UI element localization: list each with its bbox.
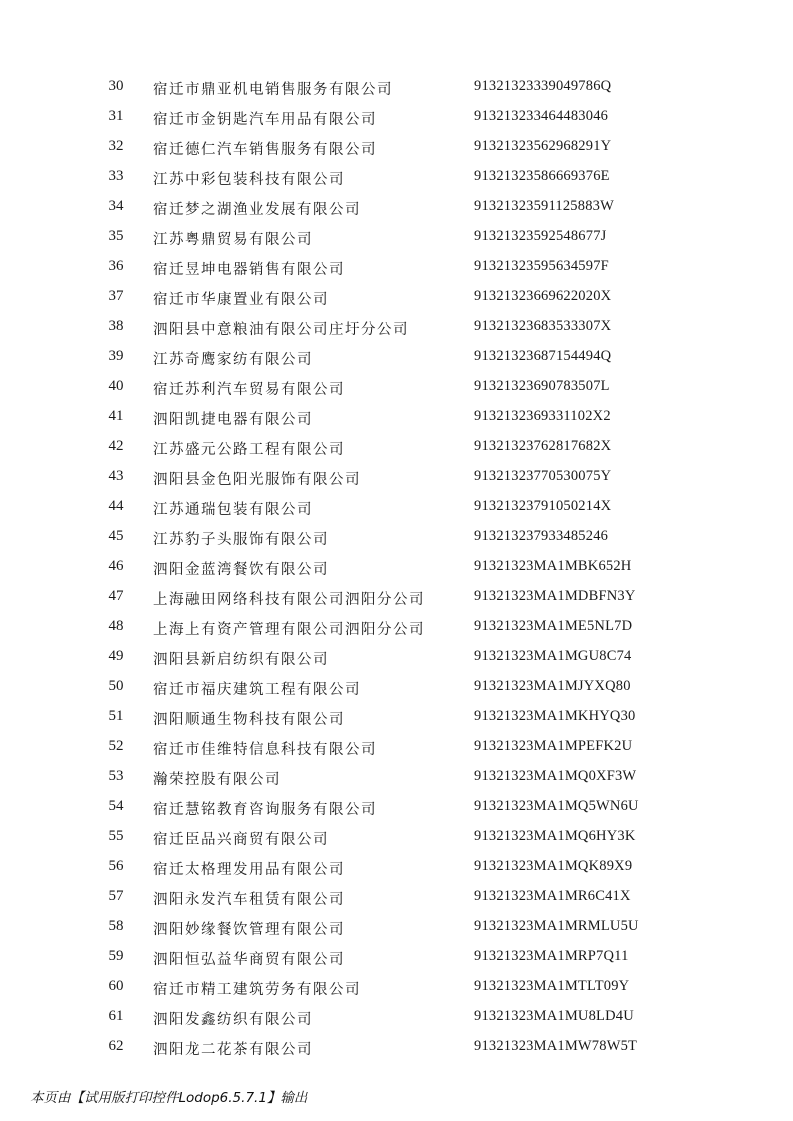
company-name: 泗阳县中意粮油有限公司庄圩分公司 bbox=[153, 322, 409, 338]
table-row bbox=[0, 674, 793, 704]
company-name: 泗阳县金色阳光服饰有限公司 bbox=[153, 472, 361, 488]
company-name: 泗阳顺通生物科技有限公司 bbox=[153, 712, 345, 728]
row-number: 41 bbox=[108, 408, 124, 424]
row-number: 32 bbox=[108, 138, 124, 154]
row-number: 34 bbox=[108, 198, 124, 214]
table-row bbox=[0, 884, 793, 914]
row-number: 62 bbox=[108, 1038, 124, 1054]
company-name: 泗阳永发汽车租赁有限公司 bbox=[153, 892, 345, 908]
company-name: 宿迁市佳维特信息科技有限公司 bbox=[153, 742, 377, 758]
credit-code: 9132132369331102X2 bbox=[474, 408, 611, 424]
company-name: 宿迁昱坤电器销售有限公司 bbox=[153, 262, 345, 278]
row-number: 47 bbox=[108, 588, 124, 604]
credit-code: 91321323762817682X bbox=[474, 438, 612, 454]
row-number: 38 bbox=[108, 318, 124, 334]
credit-code: 91321323MA1MGU8C74 bbox=[474, 648, 632, 664]
table-row bbox=[0, 824, 793, 854]
company-name: 宿迁臣品兴商贸有限公司 bbox=[153, 832, 329, 848]
table-row bbox=[0, 734, 793, 764]
table-row bbox=[0, 224, 793, 254]
row-number: 45 bbox=[108, 528, 124, 544]
credit-code: 91321323339049786Q bbox=[474, 78, 612, 94]
company-name: 泗阳龙二花茶有限公司 bbox=[153, 1042, 313, 1058]
credit-code: 91321323595634597F bbox=[474, 258, 609, 274]
row-number: 30 bbox=[108, 78, 124, 94]
table-row bbox=[0, 914, 793, 944]
row-number: 55 bbox=[108, 828, 124, 844]
table-row bbox=[0, 794, 793, 824]
row-number: 36 bbox=[108, 258, 124, 274]
credit-code: 91321323MA1MPEFK2U bbox=[474, 738, 633, 754]
table-row bbox=[0, 74, 793, 104]
credit-code: 91321323562968291Y bbox=[474, 138, 612, 154]
row-number: 42 bbox=[108, 438, 124, 454]
credit-code: 91321323591125883W bbox=[474, 198, 614, 214]
row-number: 50 bbox=[108, 678, 124, 694]
company-name: 泗阳恒弘益华商贸有限公司 bbox=[153, 952, 345, 968]
credit-code: 91321323592548677J bbox=[474, 228, 607, 244]
row-number: 60 bbox=[108, 978, 124, 994]
row-number: 58 bbox=[108, 918, 124, 934]
credit-code: 91321323687154494Q bbox=[474, 348, 612, 364]
company-name: 泗阳县新启纺织有限公司 bbox=[153, 652, 329, 668]
table-row bbox=[0, 254, 793, 284]
company-name: 江苏豹子头服饰有限公司 bbox=[153, 532, 329, 548]
table-row bbox=[0, 704, 793, 734]
company-name: 宿迁太格理发用品有限公司 bbox=[153, 862, 345, 878]
row-number: 43 bbox=[108, 468, 124, 484]
row-number: 48 bbox=[108, 618, 124, 634]
row-number: 54 bbox=[108, 798, 124, 814]
table-row bbox=[0, 134, 793, 164]
table-row bbox=[0, 194, 793, 224]
credit-code: 91321323669622020X bbox=[474, 288, 612, 304]
credit-code: 91321323MA1ME5NL7D bbox=[474, 618, 633, 634]
company-name: 泗阳金蓝湾餐饮有限公司 bbox=[153, 562, 329, 578]
table-row bbox=[0, 974, 793, 1004]
row-number: 59 bbox=[108, 948, 124, 964]
company-name: 泗阳凯捷电器有限公司 bbox=[153, 412, 313, 428]
company-name: 江苏奇鹰家纺有限公司 bbox=[153, 352, 313, 368]
credit-code: 91321323MA1MQK89X9 bbox=[474, 858, 633, 874]
table-row bbox=[0, 554, 793, 584]
row-number: 40 bbox=[108, 378, 124, 394]
row-number: 52 bbox=[108, 738, 124, 754]
company-name: 江苏通瑞包装有限公司 bbox=[153, 502, 313, 518]
credit-code: 91321323MA1MW78W5T bbox=[474, 1038, 638, 1054]
credit-code: 91321323586669376E bbox=[474, 168, 610, 184]
row-number: 37 bbox=[108, 288, 124, 304]
credit-code: 91321323MA1MR6C41X bbox=[474, 888, 631, 904]
row-number: 49 bbox=[108, 648, 124, 664]
credit-code: 91321323MA1MJYXQ80 bbox=[474, 678, 631, 694]
table-row bbox=[0, 374, 793, 404]
company-name: 泗阳发鑫纺织有限公司 bbox=[153, 1012, 313, 1028]
row-number: 57 bbox=[108, 888, 124, 904]
table-row bbox=[0, 164, 793, 194]
credit-code: 913213233464483046 bbox=[474, 108, 609, 124]
company-name: 宿迁市精工建筑劳务有限公司 bbox=[153, 982, 361, 998]
credit-code: 91321323MA1MTLT09Y bbox=[474, 978, 630, 994]
company-name: 宿迁苏利汽车贸易有限公司 bbox=[153, 382, 345, 398]
table-row bbox=[0, 494, 793, 524]
row-number: 56 bbox=[108, 858, 124, 874]
print-footer: 本页由【试用版打印控件Lodop6.5.7.1】输出 bbox=[30, 1090, 308, 1106]
row-number: 39 bbox=[108, 348, 124, 364]
company-name: 上海融田网络科技有限公司泗阳分公司 bbox=[153, 592, 425, 608]
credit-code: 91321323690783507L bbox=[474, 378, 610, 394]
table-row bbox=[0, 344, 793, 374]
row-number: 61 bbox=[108, 1008, 124, 1024]
credit-code: 91321323MA1MKHYQ30 bbox=[474, 708, 636, 724]
company-name: 宿迁市华康置业有限公司 bbox=[153, 292, 329, 308]
row-number: 46 bbox=[108, 558, 124, 574]
table-row bbox=[0, 584, 793, 614]
table-row bbox=[0, 1034, 793, 1064]
table-row bbox=[0, 284, 793, 314]
company-name: 江苏盛元公路工程有限公司 bbox=[153, 442, 345, 458]
credit-code: 91321323770530075Y bbox=[474, 468, 612, 484]
company-list bbox=[0, 74, 793, 1064]
table-row bbox=[0, 1004, 793, 1034]
company-name: 江苏粤鼎贸易有限公司 bbox=[153, 232, 313, 248]
credit-code: 91321323MA1MRMLU5U bbox=[474, 918, 639, 934]
table-row bbox=[0, 104, 793, 134]
table-row bbox=[0, 464, 793, 494]
row-number: 44 bbox=[108, 498, 124, 514]
row-number: 31 bbox=[108, 108, 124, 124]
table-row bbox=[0, 404, 793, 434]
credit-code: 913213237933485246 bbox=[474, 528, 609, 544]
company-name: 宿迁市金钥匙汽车用品有限公司 bbox=[153, 112, 377, 128]
credit-code: 91321323MA1MQ5WN6U bbox=[474, 798, 639, 814]
credit-code: 91321323791050214X bbox=[474, 498, 612, 514]
table-row bbox=[0, 944, 793, 974]
table-row bbox=[0, 434, 793, 464]
row-number: 51 bbox=[108, 708, 124, 724]
company-name: 瀚荣控股有限公司 bbox=[153, 772, 281, 788]
credit-code: 91321323MA1MRP7Q11 bbox=[474, 948, 629, 964]
row-number: 33 bbox=[108, 168, 124, 184]
company-name: 宿迁德仁汽车销售服务有限公司 bbox=[153, 142, 377, 158]
credit-code: 91321323MA1MQ6HY3K bbox=[474, 828, 636, 844]
credit-code: 91321323MA1MBK652H bbox=[474, 558, 632, 574]
credit-code: 91321323MA1MDBFN3Y bbox=[474, 588, 636, 604]
company-name: 江苏中彩包装科技有限公司 bbox=[153, 172, 345, 188]
table-row bbox=[0, 764, 793, 794]
row-number: 35 bbox=[108, 228, 124, 244]
table-row bbox=[0, 644, 793, 674]
company-name: 宿迁市福庆建筑工程有限公司 bbox=[153, 682, 361, 698]
company-name: 上海上有资产管理有限公司泗阳分公司 bbox=[153, 622, 425, 638]
credit-code: 91321323MA1MU8LD4U bbox=[474, 1008, 634, 1024]
company-name: 宿迁市鼎亚机电销售服务有限公司 bbox=[153, 82, 393, 98]
table-row bbox=[0, 854, 793, 884]
table-row bbox=[0, 314, 793, 344]
company-name: 泗阳妙缘餐饮管理有限公司 bbox=[153, 922, 345, 938]
table-row bbox=[0, 614, 793, 644]
company-name: 宿迁梦之湖渔业发展有限公司 bbox=[153, 202, 361, 218]
company-name: 宿迁慧铭教育咨询服务有限公司 bbox=[153, 802, 377, 818]
credit-code: 91321323MA1MQ0XF3W bbox=[474, 768, 637, 784]
table-row bbox=[0, 524, 793, 554]
row-number: 53 bbox=[108, 768, 124, 784]
credit-code: 91321323683533307X bbox=[474, 318, 612, 334]
